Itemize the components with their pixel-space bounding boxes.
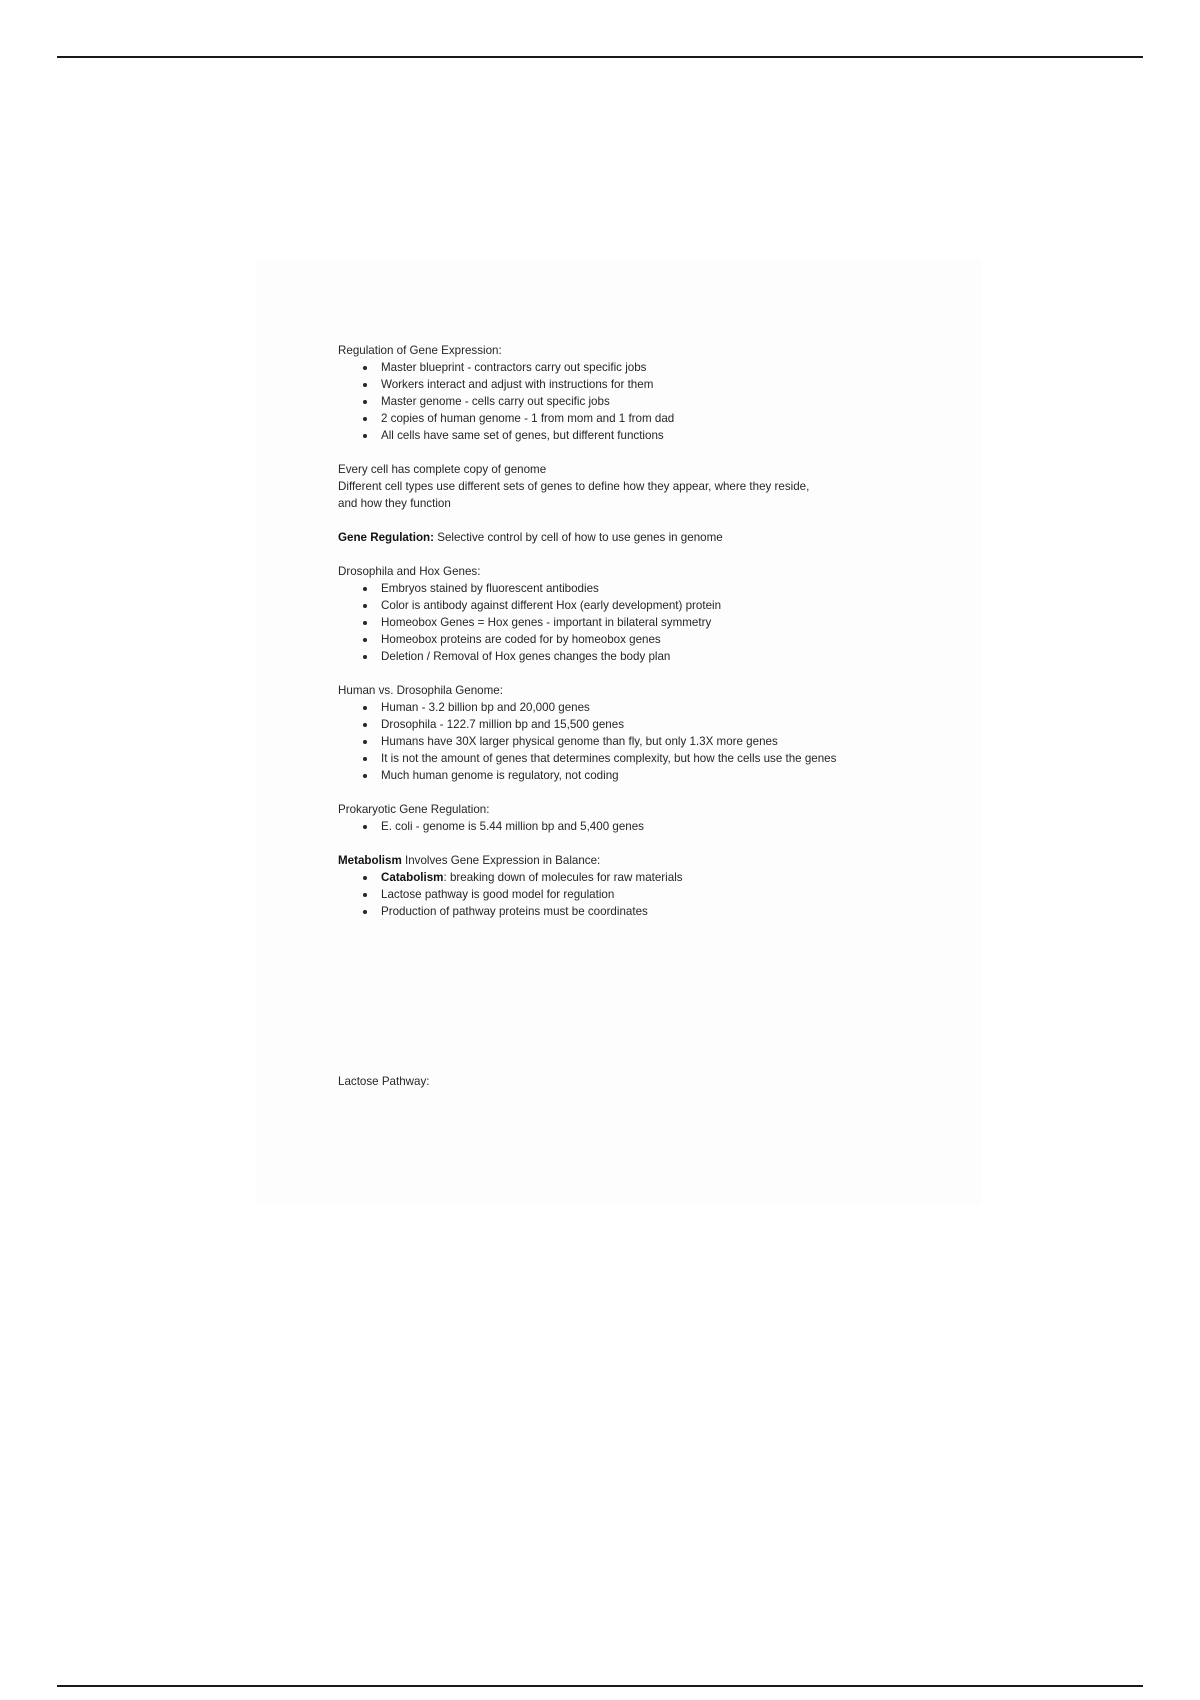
every-cell-line: and how they function bbox=[338, 497, 451, 510]
list-item: Much human genome is regulatory, not coding bbox=[338, 767, 938, 784]
metabolism-term: Metabolism bbox=[338, 854, 402, 867]
bottom-rule bbox=[57, 1685, 1143, 1687]
every-cell-line: Different cell types use different sets of genes to define how they appear, where they reside, bbox=[338, 480, 810, 493]
regulation-heading: Regulation of Gene Expression: bbox=[338, 344, 502, 357]
catabolism-term: Catabolism bbox=[381, 871, 444, 884]
spacer bbox=[338, 444, 938, 461]
every-cell-line: Every cell has complete copy of genome bbox=[338, 463, 547, 476]
list-item: Drosophila - 122.7 million bp and 15,500 genes bbox=[338, 716, 938, 733]
list-item: 2 copies of human genome - 1 from mom and 1 from dad bbox=[338, 410, 938, 427]
list-item: Production of pathway proteins must be coordinates bbox=[338, 903, 938, 920]
list-item: Embryos stained by fluorescent antibodies bbox=[338, 580, 938, 597]
human-vs-drosophila-heading: Human vs. Drosophila Genome: bbox=[338, 684, 503, 697]
drosophila-hox-list bbox=[338, 580, 938, 665]
list-item: Homeobox Genes = Hox genes - important in bilateral symmetry bbox=[338, 614, 938, 631]
list-item: Color is antibody against different Hox (early development) protein bbox=[338, 597, 938, 614]
spacer bbox=[338, 835, 938, 852]
spacer bbox=[338, 546, 938, 563]
gene-regulation-term: Gene Regulation: bbox=[338, 531, 434, 544]
gene-regulation-definition bbox=[338, 529, 938, 546]
metabolism-list bbox=[338, 869, 938, 920]
drosophila-hox-heading: Drosophila and Hox Genes: bbox=[338, 565, 481, 578]
list-item bbox=[338, 869, 938, 886]
list-item: Lactose pathway is good model for regulation bbox=[338, 886, 938, 903]
list-item: Homeobox proteins are coded for by homeobox genes bbox=[338, 631, 938, 648]
list-item: All cells have same set of genes, but different functions bbox=[338, 427, 938, 444]
document-content bbox=[338, 342, 938, 1090]
list-item: Human - 3.2 billion bp and 20,000 genes bbox=[338, 699, 938, 716]
list-item: Humans have 30X larger physical genome than fly, but only 1.3X more genes bbox=[338, 733, 938, 750]
list-item: It is not the amount of genes that determines complexity, but how the cells use the genes bbox=[338, 750, 938, 767]
catabolism-text: : breaking down of molecules for raw materials bbox=[443, 871, 683, 884]
spacer bbox=[338, 665, 938, 682]
metabolism-heading-rest: Involves Gene Expression in Balance: bbox=[401, 854, 601, 867]
prokaryotic-heading: Prokaryotic Gene Regulation: bbox=[338, 803, 490, 816]
spacer bbox=[338, 920, 938, 1073]
list-item: Master genome - cells carry out specific jobs bbox=[338, 393, 938, 410]
top-rule bbox=[57, 56, 1143, 58]
spacer bbox=[338, 784, 938, 801]
metabolism-heading bbox=[338, 852, 938, 869]
spacer bbox=[338, 512, 938, 529]
list-item: Deletion / Removal of Hox genes changes the body plan bbox=[338, 648, 938, 665]
lactose-pathway-heading: Lactose Pathway: bbox=[338, 1075, 430, 1088]
prokaryotic-list bbox=[338, 818, 938, 835]
list-item: Workers interact and adjust with instructions for them bbox=[338, 376, 938, 393]
regulation-list bbox=[338, 359, 938, 444]
list-item: Master blueprint - contractors carry out specific jobs bbox=[338, 359, 938, 376]
list-item: E. coli - genome is 5.44 million bp and 5,400 genes bbox=[338, 818, 938, 835]
gene-regulation-text: Selective control by cell of how to use genes in genome bbox=[433, 531, 723, 544]
human-vs-drosophila-list bbox=[338, 699, 938, 784]
